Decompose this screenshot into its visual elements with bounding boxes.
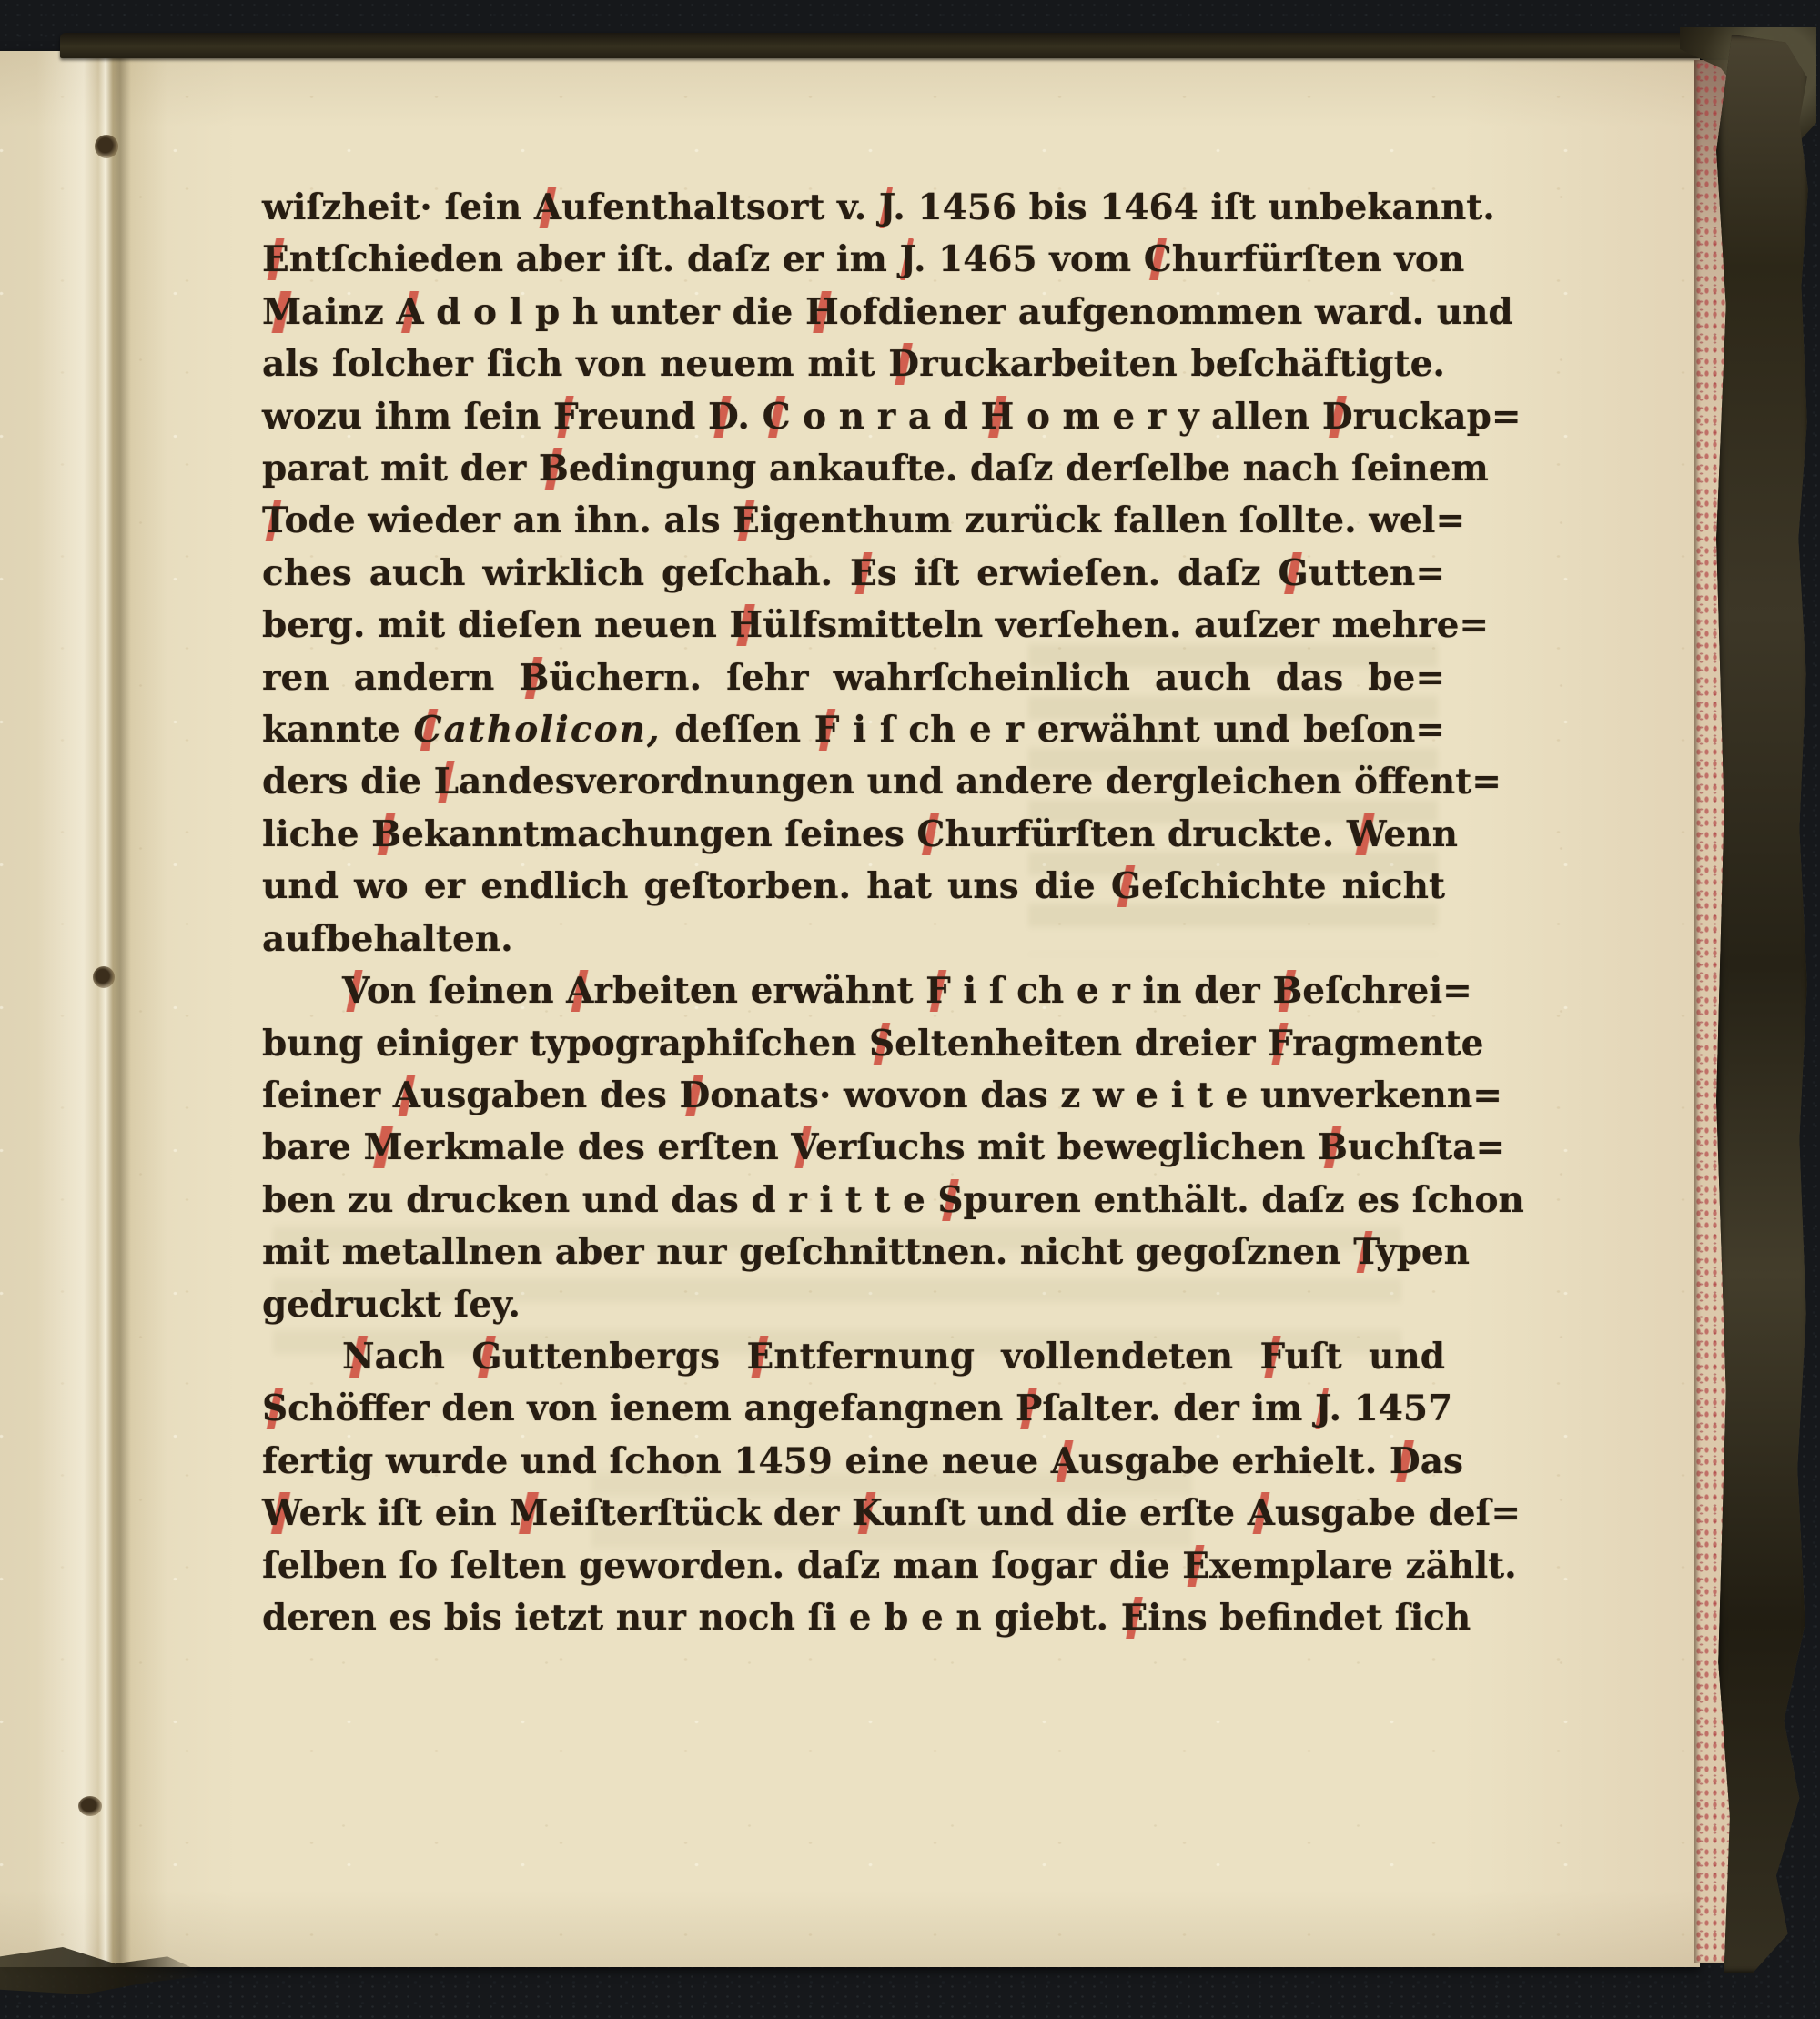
text-line: ſeiner Ausgaben des Donats· wovon das z w e i t e unverkenn= — [262, 1074, 1502, 1116]
text-line: ches auch wirklich geſchah. Es iſt erwieſen. daſz Gutten= — [262, 551, 1445, 594]
text-line: Mainz A d o l p h unter die Hofdiener aufgenommen ward. und — [262, 290, 1513, 333]
text-line: deren es bis ietzt nur noch ſi e b e n giebt. Eins befindet ſich — [262, 1596, 1471, 1639]
text-line: ders die Landesverordnungen und andere dergleichen öffent= — [262, 761, 1502, 803]
text-line: Nach Guttenbergs Entfernung vollendeten Fuſt und — [342, 1335, 1445, 1378]
text-line: ſelben ſo ſelten geworden. daſz man ſogar die Exemplare zählt. — [262, 1544, 1517, 1587]
text-line: berg. mit dieſen neuen Hülfsmitteln verſehen. auſzer mehre= — [262, 604, 1490, 647]
text-line: fertig wurde und ſchon 1459 eine neue Ausgabe erhielt. Das — [262, 1439, 1463, 1482]
text-line: und wo er endlich geſtorben. hat uns die Geſchichte nicht — [262, 865, 1445, 908]
text-line: Von ſeinen Arbeiten erwähnt F i ſ ch e r in der Beſchrei= — [342, 970, 1472, 1013]
text-line: wiſzheit· ſein Aufenthaltsort v. J. 1456 bis 1464 iſt unbekannt. — [262, 187, 1495, 228]
sewing-hole — [78, 1796, 102, 1816]
text-line: Werk iſt ein Meiſterſtück der Kunſt und die erſte Ausgabe deſ= — [262, 1492, 1522, 1535]
text-line: liche Bekanntmachungen ſeines Churfürſten druckte. Wenn — [262, 813, 1459, 855]
text-line: ben zu drucken und das d r i t t e Spuren enthält. daſz es ſchon — [262, 1178, 1524, 1221]
sewing-hole — [95, 135, 118, 158]
text-line: aufbehalten. — [262, 917, 513, 960]
worn-leather-cover-edge — [1714, 35, 1811, 1973]
text-line: Schöffer den von ienem angefangnen Pſalter. der im J. 1457 — [262, 1388, 1453, 1430]
text-line: gedruckt ſey. — [262, 1283, 521, 1326]
text-line: bare Merkmale des erſten Verſuchs mit beweglichen Buchſta= — [262, 1126, 1506, 1169]
text-line: als ſolcher ſich von neuem mit Druckarbeiten beſchäftigte. — [262, 343, 1445, 386]
sewing-hole — [93, 966, 115, 988]
cover-board-top-edge — [60, 33, 1774, 58]
text-block — [262, 182, 1524, 1644]
text-line: kannte Catholicon, deſſen F i ſ ch e r erwähnt und beſon= — [262, 709, 1445, 752]
text-line: wozu ihm ſein Freund D. C o n r a d H o m e r y allen Druckap= — [262, 395, 1522, 438]
text-line: mit metallnen aber nur geſchnittnen. nicht gegoſznen Typen — [262, 1231, 1471, 1274]
text-line: Tode wieder an ihn. als Eigenthum zurück fallen ſollte. wel= — [262, 500, 1466, 542]
text-line: Entſchieden aber iſt. daſz er im J. 1465 vom Churfürſten von — [262, 238, 1465, 281]
text-line: parat mit der Bedingung ankaufte. daſz derſelbe nach ſeinem — [262, 448, 1489, 490]
text-line: bung einiger typographiſchen Seltenheiten dreier Fragmente — [262, 1022, 1484, 1065]
binding-gutter — [36, 51, 218, 1967]
text-line: ren andern Büchern. ſehr wahrſcheinlich auch das be= — [262, 656, 1446, 699]
